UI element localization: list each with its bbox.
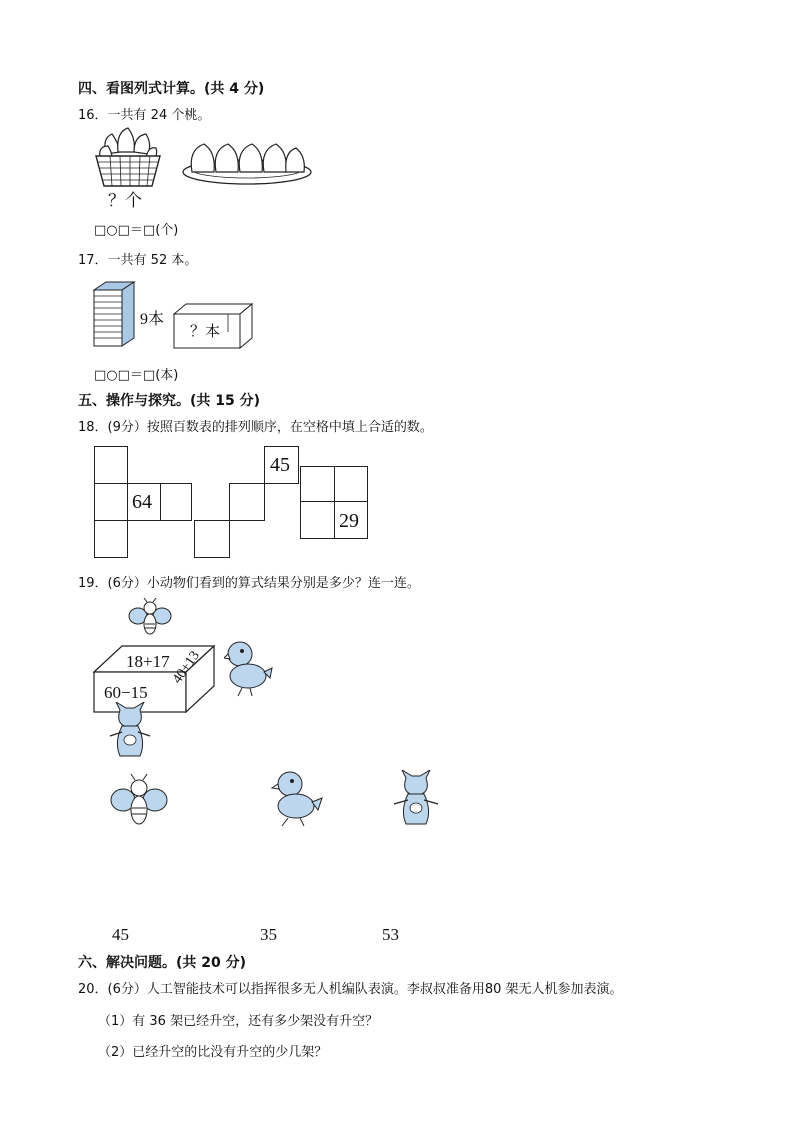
answer-option[interactable]: 35: [260, 925, 277, 944]
question-17-text: 17．一共有 52 本。: [78, 253, 198, 268]
cat-icon: [390, 770, 442, 828]
answer-option[interactable]: 45: [112, 925, 129, 944]
grid-cell-given: [264, 446, 299, 484]
chick-icon: [224, 638, 274, 698]
question-19-text: 19．(6分）小动物们看到的算式结果分别是多少？连一连。: [78, 576, 420, 591]
section-6-title: 六、解决问题。(共 20 分): [78, 955, 247, 971]
grid-cell-blank[interactable]: [334, 466, 368, 502]
question-20-text: 20．(6分）人工智能技术可以指挥很多无人机编队表演。李叔叔准备用80 架无人机参加表演。: [78, 982, 623, 997]
question-20-sub-2: （2）已经升空的比没有升空的少几架？: [98, 1045, 328, 1060]
grid-cell-blank[interactable]: [160, 483, 192, 521]
grid-number-45: 45: [270, 454, 290, 476]
bee-icon: [110, 772, 168, 828]
grid-cell-blank[interactable]: [194, 520, 230, 558]
bee-icon: [128, 598, 172, 638]
grid-cell-blank[interactable]: [94, 446, 128, 484]
book-stack-illustration: [90, 280, 138, 350]
side-face-expression: 40+13: [170, 648, 203, 687]
grid-cell-outline: [229, 483, 265, 521]
grid-cell-blank[interactable]: [300, 466, 335, 502]
grid-cell-blank[interactable]: [300, 501, 335, 539]
cat-icon: [106, 702, 154, 760]
peach-basket-illustration: [92, 124, 164, 192]
question-17-equation[interactable]: □○□＝□(本): [94, 368, 179, 383]
grid-number-64: 64: [132, 491, 152, 513]
book-stack-label: 9本: [140, 311, 165, 328]
question-16-equation[interactable]: □○□＝□(个): [94, 223, 179, 238]
section-4-title: 四、看图列式计算。(共 4 分): [78, 81, 265, 97]
chick-icon: [268, 770, 324, 830]
grid-cell-given: [127, 483, 161, 521]
book-box-label: ？本: [190, 324, 221, 340]
question-16-text: 16．一共有 24 个桃。: [78, 108, 211, 123]
question-18-text: 18．(9分）按照百数表的排列顺序，在空格中填上合适的数。: [78, 420, 433, 435]
grid-cell-blank[interactable]: [94, 483, 128, 521]
basket-unknown-label: ？个: [108, 191, 142, 210]
grid-number-29: 29: [339, 510, 359, 532]
grid-cell-blank[interactable]: [94, 520, 128, 558]
grid-cell-given: [334, 501, 368, 539]
answer-option[interactable]: 53: [382, 925, 399, 944]
question-20-sub-1: （1）有 36 架已经升空，还有多少架没有升空？: [98, 1014, 379, 1029]
peach-plate-illustration: [180, 140, 314, 188]
section-5-title: 五、操作与探究。(共 15 分): [78, 393, 261, 409]
top-face-expression: 18+17: [126, 652, 170, 671]
front-face-expression: 60−15: [104, 683, 148, 702]
